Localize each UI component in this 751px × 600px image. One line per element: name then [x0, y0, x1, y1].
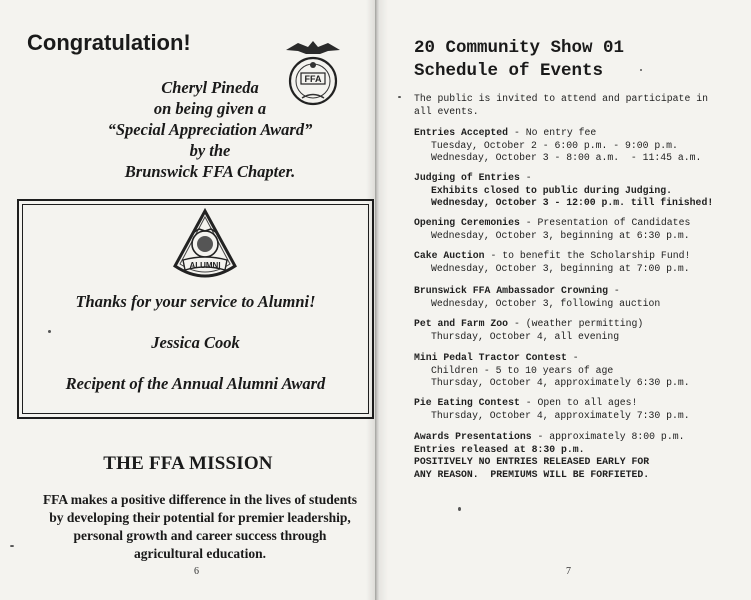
alumni-thanks: Thanks for your service to Alumni! [75, 292, 316, 311]
award-line: on being given a [153, 99, 267, 118]
event-desc: - Presentation of Candidates [519, 217, 691, 228]
event-cake-auction [414, 250, 690, 275]
event-detail: Exhibits closed to public during Judging. [431, 184, 673, 196]
intro-line: The public is invited to attend and participate in [414, 93, 708, 104]
page-number-left: 6 [194, 566, 199, 577]
alumni-award-box [17, 199, 374, 419]
scan-speck [458, 507, 461, 511]
event-label: Mini Pedal Tractor Contest [414, 352, 567, 363]
alumni-award-caption: Recipent of the Annual Alumni Award [65, 374, 326, 393]
event-desc: - [566, 352, 579, 363]
event-detail: Children - 5 to 10 years of age [431, 364, 614, 376]
event-detail: Thursday, October 4, all evening [431, 330, 620, 342]
alumni-recipient-name: Jessica Cook [151, 333, 240, 352]
event-desc: - Open to all ages! [519, 397, 638, 408]
event-desc: - [608, 285, 620, 296]
schedule-title-line: 20 Community Show 01 [414, 38, 625, 58]
event-label: Judging of Entries [414, 172, 520, 183]
event-mini-pedal-tractor [414, 352, 690, 390]
event-detail: Wednesday, October 3 - 8:00 a.m. - 11:45 a.m. [431, 152, 702, 164]
event-pie-eating [414, 397, 690, 422]
mission-line: agricultural education. [134, 546, 266, 561]
event-label: Pet and Farm Zoo [414, 318, 509, 329]
award-name: Cheryl Pineda [161, 78, 259, 97]
scan-speck [48, 330, 51, 333]
event-desc: - (weather permitting) [508, 318, 644, 329]
event-entries-accepted [414, 127, 701, 165]
schedule-title-line: Schedule of Events [414, 61, 604, 81]
intro-line: all events. [414, 105, 479, 117]
event-pet-farm-zoo [414, 318, 643, 343]
page-number-right: 7 [566, 566, 571, 577]
event-label: Pie Eating Contest [414, 397, 520, 408]
event-note: POSITIVELY NO ENTRIES RELEASED EARLY FOR [414, 456, 650, 468]
event-detail: Wednesday, October 3 - 12:00 p.m. till finished! [431, 197, 714, 209]
event-label: Brunswick FFA Ambassador Crowning [414, 285, 609, 296]
svg-text:ALUMNI: ALUMNI [189, 261, 221, 270]
award-line: by the [189, 141, 231, 160]
event-note: ANY REASON. PREMIUMS WILL BE FORFIETED. [414, 468, 650, 480]
event-judging [414, 172, 713, 210]
book-gutter-shadow [366, 0, 388, 600]
event-desc: - No entry fee [508, 127, 597, 138]
event-opening-ceremonies [414, 217, 690, 242]
event-label: Cake Auction [414, 250, 485, 261]
event-detail: Thursday, October 4, approximately 7:30 p.m. [431, 409, 690, 421]
event-detail: Wednesday, October 3, beginning at 6:30 p.m. [431, 229, 690, 241]
mission-line: by developing their potential for premier leadership, [49, 510, 351, 525]
scan-speck [640, 69, 642, 71]
svg-text:FFA: FFA [304, 74, 322, 84]
event-detail: Wednesday, October 3, following auction [431, 297, 661, 309]
event-desc: - to benefit the Scholarship Fund! [484, 250, 691, 261]
congratulation-heading: Congratulation! [27, 30, 191, 55]
schedule-intro [414, 93, 708, 118]
ffa-mission-heading: THE FFA MISSION [103, 453, 273, 474]
event-desc: - [519, 172, 532, 183]
award-chapter: Brunswick FFA Chapter. [124, 162, 296, 181]
scan-speck [10, 545, 14, 547]
event-note: Entries released at 8:30 p.m. [414, 443, 585, 455]
award-title: “Special Appreciation Award” [107, 120, 313, 139]
alumni-emblem-icon [169, 208, 241, 286]
special-award-text [90, 77, 330, 182]
mission-line: FFA makes a positive difference in the lives of students [42, 492, 358, 507]
scan-speck [398, 96, 401, 98]
event-ambassador-crowning [414, 285, 660, 310]
event-label: Awards Presentations [414, 431, 532, 442]
event-detail: Wednesday, October 3, beginning at 7:00 p.m. [431, 262, 690, 274]
event-label: Opening Ceremonies [414, 217, 520, 228]
event-detail: Thursday, October 4, approximately 6:30 p.m. [431, 377, 690, 389]
event-awards-presentations [414, 431, 684, 481]
event-label: Entries Accepted [414, 127, 509, 138]
ffa-mission-statement [32, 491, 368, 563]
event-desc: - approximately 8:00 p.m. [531, 431, 685, 442]
event-detail: Tuesday, October 2 - 6:00 p.m. - 9:00 p.m. [431, 139, 678, 151]
mission-line: personal growth and career success through [73, 528, 327, 543]
schedule-title [414, 37, 624, 83]
